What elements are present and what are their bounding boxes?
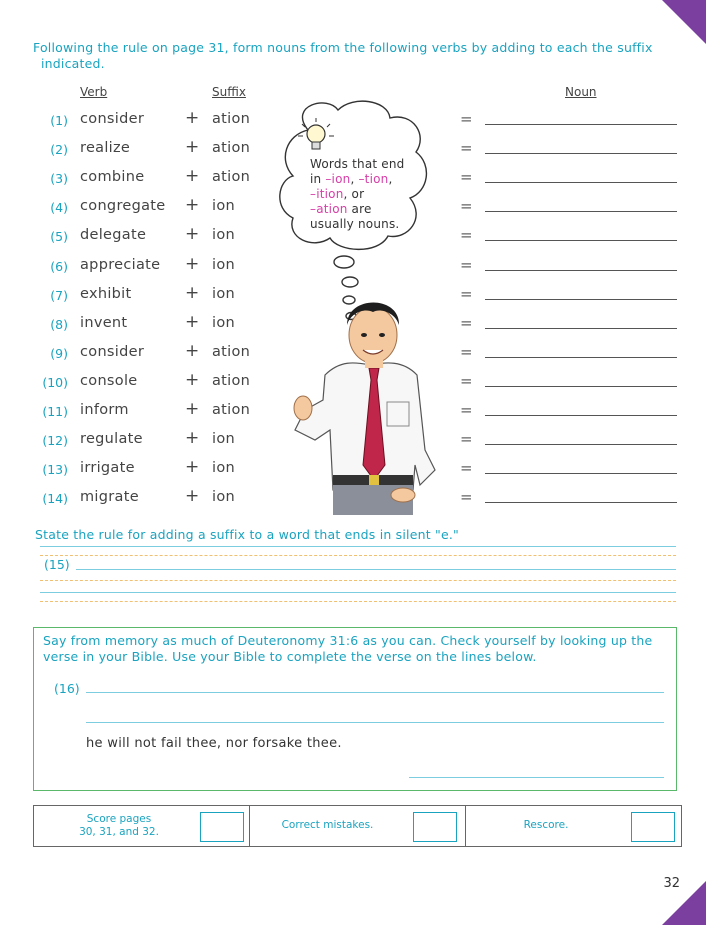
verb-word: invent (80, 314, 128, 331)
verse-instructions: Say from memory as much of Deuteronomy 31:6 as you can. Check yourself by looking up the verse in your Bible. Use your Bible to complete the verse on the lines below. (43, 633, 653, 664)
suffix-word: ion (212, 256, 235, 273)
item-number: (8) (50, 316, 68, 332)
verb-word: realize (80, 140, 131, 157)
equals-sign: = (460, 371, 473, 390)
noun-header: Noun (565, 85, 597, 99)
rescore-cell (466, 806, 681, 846)
verse-line-1[interactable] (86, 692, 664, 693)
suffix-word: ation (212, 343, 251, 360)
score-cell (34, 806, 250, 846)
score-checkbox[interactable] (200, 812, 244, 842)
equals-sign: = (460, 139, 473, 158)
suffix-word: ation (212, 111, 251, 127)
noun-answer-line[interactable] (485, 299, 677, 300)
suffix-word: ion (212, 285, 235, 302)
verb-header: Verb (80, 85, 108, 99)
suffix-header: Suffix (212, 85, 246, 99)
instructions-line1: Following the rule on page 31, form nouns from the following verbs by adding to each the suffix (33, 40, 653, 55)
verse-ending: he will not fail thee, nor forsake thee. (86, 736, 342, 751)
suffix-word: ion (212, 314, 235, 331)
rule-guide-2 (40, 580, 676, 581)
verb-word: congregate (80, 198, 166, 215)
suffix-word: ation (212, 372, 251, 389)
correct-checkbox[interactable] (413, 812, 457, 842)
rule-line-3[interactable] (40, 592, 676, 593)
noun-answer-line[interactable] (485, 415, 677, 416)
item-number: (3) (50, 171, 68, 187)
verse-box (33, 627, 677, 791)
plus-sign: + (185, 108, 200, 128)
suffix-word: ion (212, 431, 235, 448)
plus-sign: + (185, 457, 200, 478)
verse-reference-line[interactable] (409, 777, 664, 778)
plus-sign: + (185, 253, 200, 274)
noun-answer-line[interactable] (485, 357, 677, 358)
plus-sign: + (185, 428, 200, 449)
suffix-word: ion (212, 489, 235, 506)
equals-sign: = (460, 226, 473, 245)
suffix-word: ion (212, 227, 235, 244)
rule-line-1[interactable] (40, 546, 676, 547)
plus-sign: + (185, 195, 200, 216)
plus-sign: + (185, 224, 200, 245)
item-number: (14) (42, 491, 68, 507)
equals-sign: = (460, 168, 473, 187)
verb-word: irrigate (80, 460, 135, 477)
noun-answer-line[interactable] (485, 270, 677, 271)
equals-sign: = (460, 342, 473, 361)
item-number: (12) (42, 433, 68, 449)
verb-word: exhibit (80, 285, 132, 302)
plus-sign: + (185, 166, 200, 187)
corner-decoration-top (662, 0, 706, 44)
item-number: (7) (50, 287, 68, 303)
equals-sign: = (460, 197, 473, 216)
rule-number: (15) (44, 557, 70, 572)
item-number: (5) (50, 229, 68, 245)
score-pages-label: 30, 31, and 32. (79, 826, 159, 838)
equals-sign: = (460, 459, 473, 478)
rescore-checkbox[interactable] (631, 812, 675, 842)
equals-sign: = (460, 255, 473, 274)
instructions (33, 40, 683, 72)
noun-answer-line[interactable] (485, 211, 677, 212)
plus-sign: + (185, 311, 200, 332)
plus-sign: + (185, 399, 200, 419)
correct-label: Correct mistakes. (281, 819, 374, 831)
teacher-illustration (285, 290, 455, 515)
plus-sign: + (185, 282, 200, 303)
verb-word: console (80, 372, 138, 389)
noun-answer-line[interactable] (485, 473, 677, 474)
verb-word: combine (80, 169, 145, 186)
verb-word: inform (80, 402, 129, 418)
item-number: (11) (42, 404, 68, 419)
noun-answer-line[interactable] (485, 502, 677, 503)
suffix-word: ation (212, 140, 251, 157)
item-number: (9) (50, 345, 68, 361)
noun-answer-line[interactable] (485, 153, 677, 154)
rule-guide-1 (40, 555, 676, 556)
rule-question: State the rule for adding a suffix to a word that ends in silent "e." (35, 527, 459, 542)
rule-guide-3 (40, 601, 676, 602)
noun-answer-line[interactable] (485, 444, 677, 445)
verb-word: delegate (80, 227, 147, 244)
plus-sign: + (185, 340, 200, 361)
suffix-word: ion (212, 460, 235, 477)
noun-answer-line[interactable] (485, 386, 677, 387)
equals-sign: = (460, 430, 473, 449)
instructions-line2: indicated. (41, 56, 105, 71)
verb-word: migrate (80, 489, 139, 506)
item-number: (6) (50, 258, 68, 274)
noun-answer-line[interactable] (485, 182, 677, 183)
rescore-label: Rescore. (523, 819, 569, 831)
item-number: (13) (42, 462, 68, 478)
equals-sign: = (460, 110, 473, 128)
verse-number: (16) (54, 681, 80, 696)
verb-word: consider (80, 343, 145, 360)
equals-sign: = (460, 313, 473, 332)
item-number: (10) (42, 374, 68, 390)
equals-sign: = (460, 488, 473, 507)
item-number: (4) (50, 200, 68, 216)
page-number: 32 (663, 876, 680, 891)
item-number: (2) (50, 142, 68, 158)
verb-word: consider (80, 111, 145, 127)
correct-cell (250, 806, 466, 846)
noun-answer-line[interactable] (485, 240, 677, 241)
noun-answer-line[interactable] (485, 124, 677, 125)
item-number: (1) (50, 113, 68, 128)
plus-sign: + (185, 137, 200, 158)
noun-answer-line[interactable] (485, 328, 677, 329)
suffix-word: ation (212, 169, 251, 186)
equals-sign: = (460, 284, 473, 303)
score-box (33, 805, 682, 847)
plus-sign: + (185, 486, 200, 507)
score-label: Score pages (86, 813, 152, 825)
verb-word: appreciate (80, 256, 161, 273)
equals-sign: = (460, 401, 473, 419)
suffix-word: ation (212, 402, 251, 418)
verb-word: regulate (80, 431, 143, 448)
suffix-word: ion (212, 198, 235, 215)
bubble-text: Words that end in –ion, –tion, –ition, or –ation are usually nouns. (310, 157, 405, 231)
plus-sign: + (185, 369, 200, 390)
rule-line-2[interactable] (76, 569, 676, 570)
verse-line-2[interactable] (86, 722, 664, 723)
